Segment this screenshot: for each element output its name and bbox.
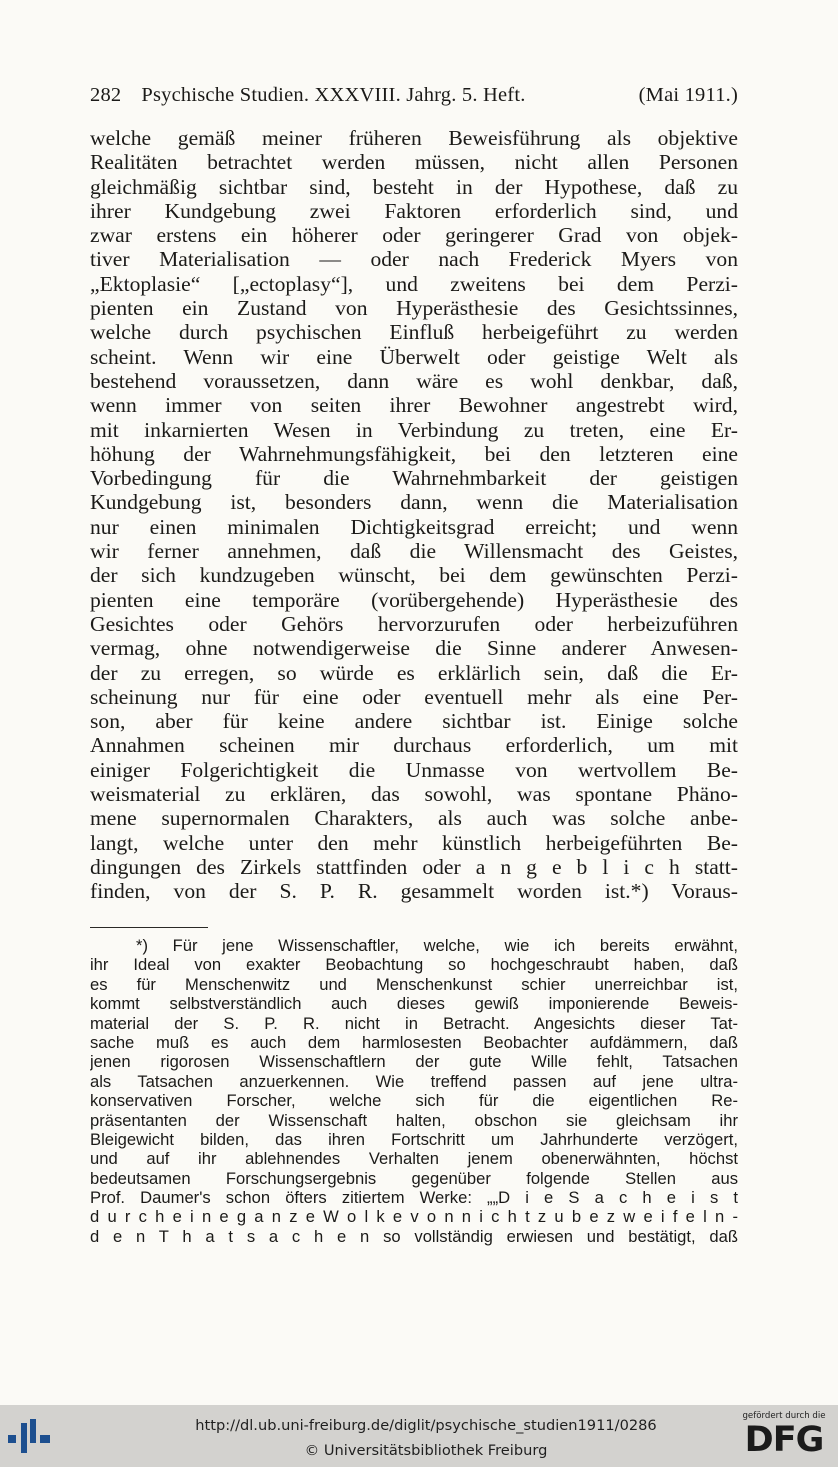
footnote-line: *) Für jene Wissenschaftler, welche, wie ich bereits erwähnt, <box>136 936 738 955</box>
dfg-logo-icon: DFG <box>744 1420 824 1460</box>
footnote-line: bedeutsamen Forschungsergebnis gegenüber folgende Stellen aus <box>90 1168 738 1188</box>
library-logo-icon <box>8 1419 52 1455</box>
body-line: Kundgebung ist, besonders dann, wenn die Materialisation <box>90 490 738 515</box>
footnote-line: d u r c h e i n e g a n z e W o l k e v o n n i c h t z u b e z w e i f e l n - <box>90 1207 738 1227</box>
footnote-line: konservativen Forscher, welche sich für die eigentlichen Re- <box>90 1091 738 1111</box>
body-line: zwar erstens ein höherer oder geringerer Grad von objek- <box>90 223 738 248</box>
body-line: mene supernormalen Charakters, als auch was solche anbe- <box>90 806 738 831</box>
footnote-line: als Tatsachen anzuerkennen. Wie treffend passen auf jene ultra- <box>90 1071 738 1091</box>
body-line: wir ferner annehmen, daß die Willensmacht des Geistes, <box>90 539 738 564</box>
funder-block <box>738 1411 830 1463</box>
body-line: wenn immer von seiten ihrer Bewohner angestrebt wird, <box>90 393 738 418</box>
running-header <box>90 84 738 107</box>
body-line: langt, welche unter den mehr künstlich herbeigeführten Be- <box>90 830 738 855</box>
body-line: gleichmäßig sichtbar sind, besteht in der Hypothese, daß zu <box>90 174 738 199</box>
body-line: der zu erregen, so würde es erklärlich sein, daß die Er- <box>90 660 738 685</box>
footnote-line: jenen rigorosen Wissenschaftlern der gute Wille fehlt, Tatsachen <box>90 1052 738 1072</box>
footnote-line: sache muß es auch dem harmlosesten Beobachter aufdämmern, daß <box>90 1032 738 1052</box>
body-line: vermag, ohne notwendigerweise die Sinne anderer Anwesen- <box>90 636 738 661</box>
issue-date: (Mai 1911.) <box>638 84 738 106</box>
body-line: scheinung nur für eine oder eventuell mehr als eine Per- <box>90 684 738 709</box>
page-number: 282 <box>90 84 122 106</box>
body-line: pienten eine temporäre (vorübergehende) Hyperästhesie des <box>90 587 738 612</box>
body-line: pienten ein Zustand von Hyperästhesie des Gesichtssinnes, <box>90 296 738 321</box>
body-line: nur einen minimalen Dichtigkeitsgrad erreicht; und wenn <box>90 514 738 539</box>
body-line: welche durch psychischen Einfluß herbeigeführt zu werden <box>90 320 738 345</box>
footnote-line: und auf ihr ablehnendes Verhalten jenem obenerwähnten, höchst <box>90 1149 738 1169</box>
footnote-line: es für Menschenwitz und Menschenkunst schier unerreichbar ist, <box>90 974 738 994</box>
footnote-line: material der S. P. R. nicht in Betracht. Angesichts dieser Tat- <box>90 1013 738 1033</box>
body-line: scheint. Wenn wir eine Überwelt oder geistige Welt als <box>90 344 738 369</box>
footnote-line: Prof. Daumer's schon öfters zitiertem Werke: „„D i e S a c h e i s t <box>90 1188 738 1208</box>
body-line: „Ektoplasie“ [„ectoplasy“], und zweitens bei dem Perzi- <box>90 271 738 296</box>
footnote-line: kommt selbstverständlich auch dieses gewiß imponierende Beweis- <box>90 994 738 1014</box>
body-line: tiver Materialisation — oder nach Frederick Myers von <box>90 247 738 272</box>
body-line: bestehend voraussetzen, dann wäre es wohl denkbar, daß, <box>90 368 738 393</box>
body-line: höhung der Wahrnehmungsfähigkeit, bei den letzteren eine <box>90 441 738 466</box>
body-line: einiger Folgerichtigkeit die Unmasse von wertvollem Be- <box>90 757 738 782</box>
footnote-line: Bleigewicht bilden, das ihren Fortschritt um Jahrhunderte verzögert, <box>90 1129 738 1149</box>
body-text <box>90 126 738 904</box>
footnote-line: ihr Ideal von exakter Beobachtung so hochgeschraubt haben, daß <box>90 955 738 975</box>
copyright-notice: © Universitätsbibliothek Freiburg <box>304 1442 548 1459</box>
body-line: finden, von der S. P. R. gesammelt worden ist.*) Voraus- <box>90 879 738 904</box>
footnote-line: d e n T h a t s a c h e n so vollständig erwiesen und bestätigt, daß <box>90 1226 738 1246</box>
body-line: Vorbedingung für die Wahrnehmbarkeit der geistigen <box>90 466 738 491</box>
body-line: welche gemäß meiner früheren Beweisführung als objektive <box>90 126 738 150</box>
viewer-footer <box>0 1405 838 1467</box>
footnote-divider <box>90 927 208 928</box>
body-line: son, aber für keine andere sichtbar ist. Einige solche <box>90 709 738 734</box>
body-line: Gesichtes oder Gehörs hervorzurufen oder herbeizuführen <box>90 611 738 636</box>
footnote-line: präsentanten der Wissenschaft halten, obschon sie gleichsam ihr <box>90 1110 738 1130</box>
body-line: der sich kundzugeben wünscht, bei dem gewünschten Perzi- <box>90 563 738 588</box>
body-line: dingungen des Zirkels stattfinden oder a n g e b l i c h statt- <box>90 854 738 879</box>
funding-note: gefördert durch die <box>742 1411 826 1421</box>
body-line: mit inkarnierten Wesen in Verbindung zu treten, eine Er- <box>90 417 738 442</box>
body-line: Annahmen scheinen mir durchaus erforderlich, um mit <box>90 733 738 758</box>
body-line: weismaterial zu erklären, das sowohl, was spontane Phäno- <box>90 782 738 807</box>
footnote <box>90 936 738 1246</box>
source-url-link[interactable]: http://dl.ub.uni-freiburg.de/diglit/psychische_studien1911/0286 <box>195 1417 657 1434</box>
running-title: Psychische Studien. XXXVIII. Jahrg. 5. Heft. <box>141 84 526 106</box>
body-line: ihrer Kundgebung zwei Faktoren erforderlich sind, und <box>90 198 738 223</box>
body-line: Realitäten betrachtet werden müssen, nicht allen Personen <box>90 150 738 175</box>
